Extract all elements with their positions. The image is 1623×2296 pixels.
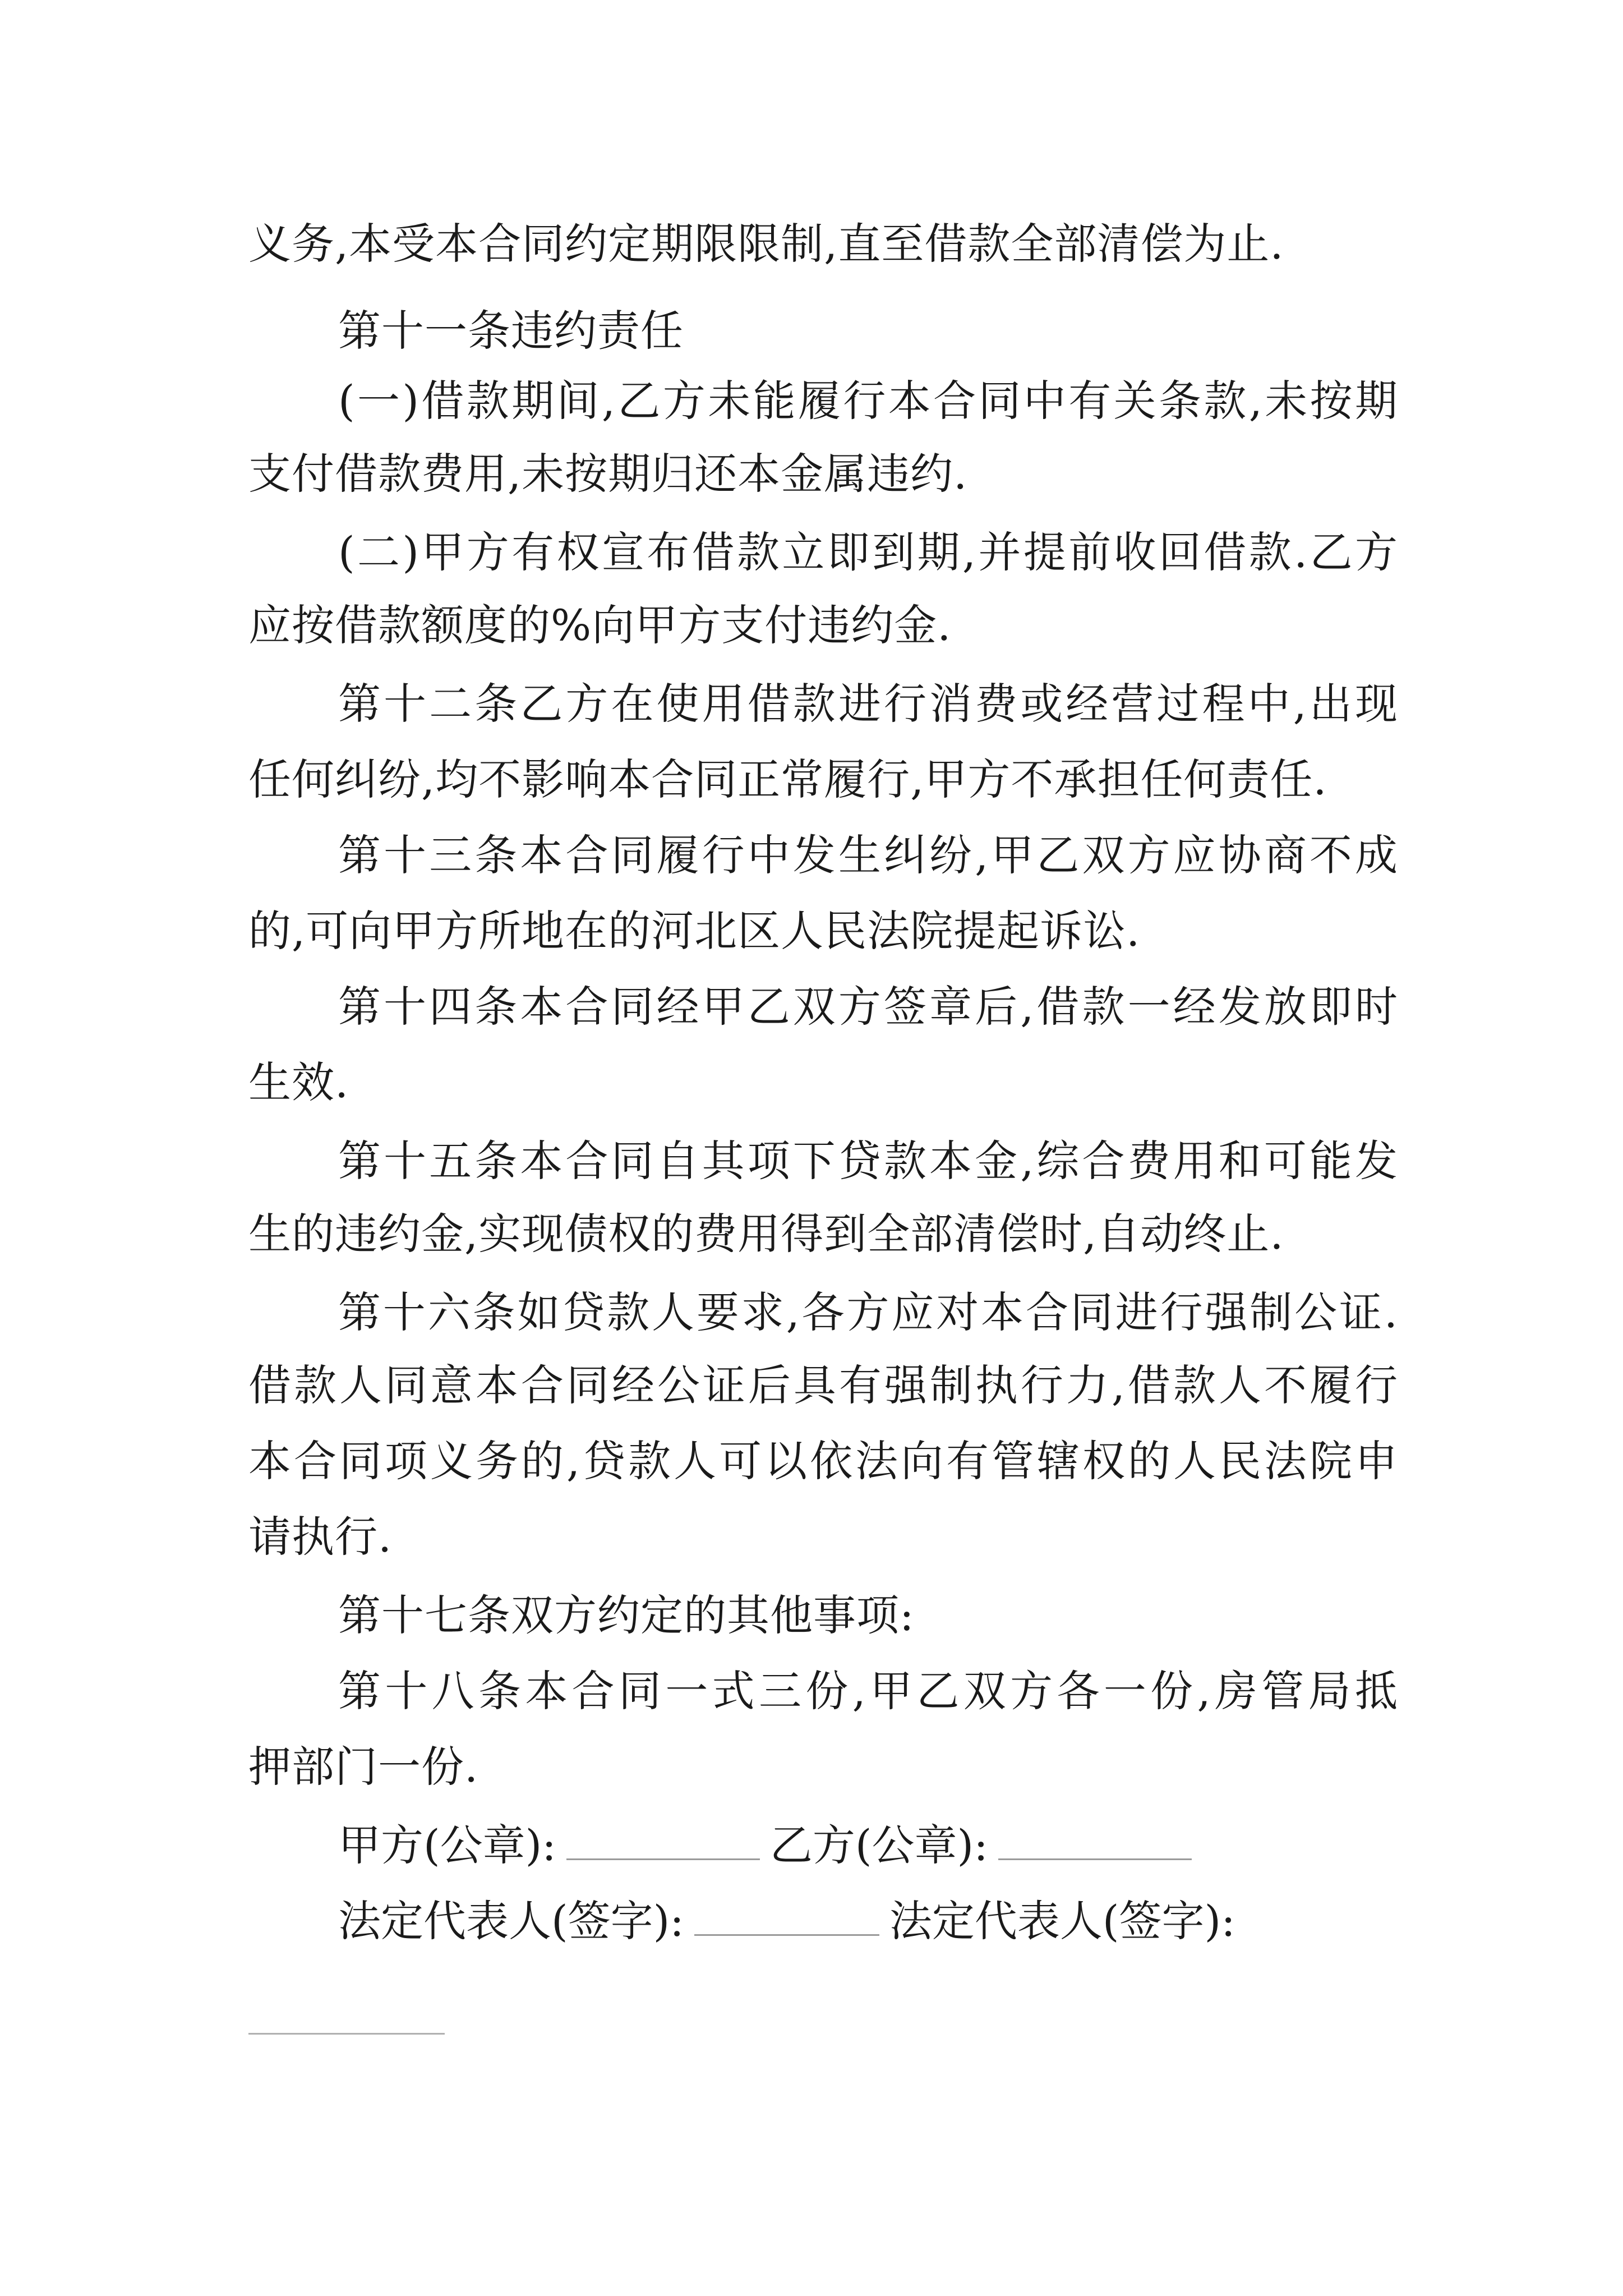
party-b-seal-label: 乙方(公章): <box>769 1820 988 1870</box>
party-a-representative-blank <box>694 1895 879 1936</box>
party-a-seal-blank <box>566 1819 760 1860</box>
representative-signature-row <box>338 1893 1235 1949</box>
section-heading: 第十一条违约责任 <box>338 306 684 356</box>
paragraph-line: 义务,本受本合同约定期限限制,直至借款全部清偿为止. <box>248 219 1284 269</box>
paragraph-line: 本合同项义务的,贷款人可以依法向有管辖权的人民法院申 <box>248 1436 1398 1486</box>
party-b-representative-label: 法定代表人(签字): <box>889 1896 1235 1946</box>
party-a-representative-label: 法定代表人(签字): <box>338 1896 684 1946</box>
paragraph-line: 应按借款额度的%向甲方支付违约金. <box>248 600 952 650</box>
paragraph-line: 第十六条如贷款人要求,各方应对本合同进行强制公证. <box>338 1287 1398 1337</box>
paragraph-line: 任何纠纷,均不影响本合同正常履行,甲方不承担任何责任. <box>248 754 1327 804</box>
paragraph-line: 支付借款费用,未按期归还本金属违约. <box>248 449 968 499</box>
footnote-separator <box>248 2033 445 2035</box>
paragraph-line: 的,可向甲方所地在的河北区人民法院提起诉讼. <box>248 906 1141 956</box>
paragraph-line: 押部门一份. <box>248 1742 479 1792</box>
paragraph-line: (一)借款期间,乙方未能履行本合同中有关条款,未按期 <box>338 376 1398 426</box>
paragraph-line: 第十七条双方约定的其他事项: <box>338 1590 915 1640</box>
paragraph-line: 第十二条乙方在使用借款进行消费或经营过程中,出现 <box>338 679 1398 729</box>
paragraph-line: 第十三条本合同履行中发生纠纷,甲乙双方应协商不成 <box>338 830 1398 880</box>
paragraph-line: (二)甲方有权宣布借款立即到期,并提前收回借款.乙方 <box>338 527 1398 577</box>
paragraph-line: 请执行. <box>248 1512 393 1562</box>
paragraph-line: 第十八条本合同一式三份,甲乙双方各一份,房管局抵 <box>338 1666 1398 1716</box>
paragraph-line: 生的违约金,实现债权的费用得到全部清偿时,自动终止. <box>248 1209 1284 1259</box>
party-b-seal-blank <box>998 1819 1192 1860</box>
paragraph-line: 第十四条本合同经甲乙双方签章后,借款一经发放即时 <box>338 982 1398 1032</box>
paragraph-line: 第十五条本合同自其项下贷款本金,综合费用和可能发 <box>338 1136 1398 1186</box>
paragraph-line: 借款人同意本合同经公证后具有强制执行力,借款人不履行 <box>248 1360 1398 1410</box>
party-a-seal-label: 甲方(公章): <box>338 1820 556 1870</box>
paragraph-line: 生效. <box>248 1057 349 1107</box>
seal-signature-row <box>338 1818 1202 1874</box>
